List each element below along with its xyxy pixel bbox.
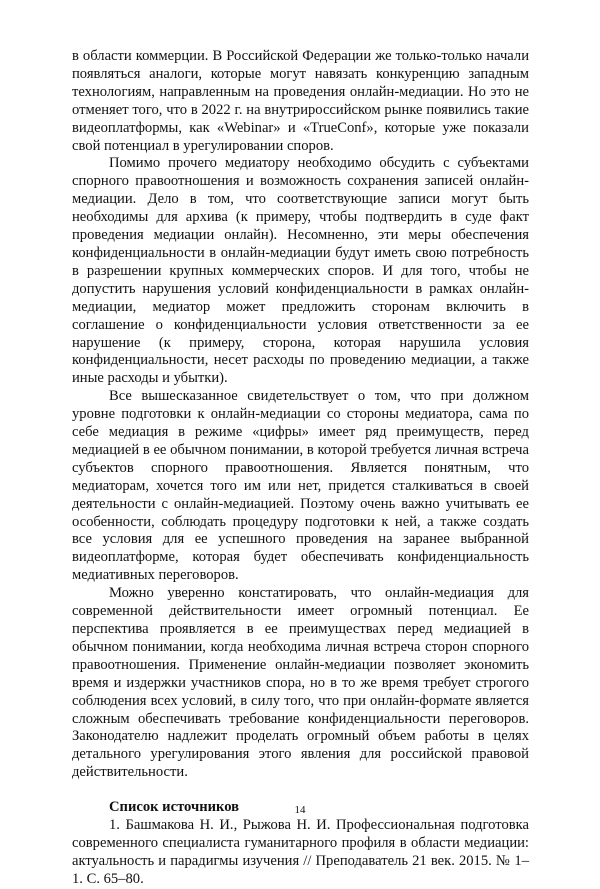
reference-item: 1. Башмакова Н. И., Рыжова Н. И. Профессиональная подготовка современного специалиста гуманитарного профиля в области медиации: актуальность и парадигмы изучения // Преподаватель 21 век. 2015. № 1–1. С. 65–80. <box>72 817 529 887</box>
paragraph-conclusion: Можно уверенно констатировать, что онлайн-медиация для современной действительности имеет огромный потенциал. Ее перспектива проявляется в ее преимуществах перед медиацией в обычном понимании, когда необходима личная встреча сторон спорного правоотношения. Применение онлайн-медиации позволяет экономить время и издержки участников спора, но в то же время требует строгого соблюдения всех условий, в силу того, что при онлайн-формате является сложным обеспечивать требование конфиденциальности переговоров. Законодателю надлежит проделать огромный объем работы в целях детального урегулирования этого явления для российской правовой действительности. <box>72 585 529 781</box>
paragraph-continuation: в области коммерции. В Российской Федерации же только-только начали появляться аналоги, которые могут навязать конкуренцию западным технологиям, направленным на проведения онлайн-медиации. Но это не отменяет того, что в 2022 г. на внутрироссийском рынке появились такие видеоплатформы, как «Webinar» и «TrueConf», которые уже показали свой потенциал в урегулировании споров. <box>72 48 529 154</box>
references-title: Список источников <box>109 799 240 816</box>
page-body <box>72 48 529 889</box>
paragraph-advantages: Все вышесказанное свидетельствует о том, что при должном уровне подготовки к онлайн-медиации со стороны медиатора, сама по себе медиация в режиме «цифры» имеет ряд преимуществ, перед медиацией в ее обычном понимании, в которой требуется личная встреча субъектов спорного правоотношения. Является понятным, что медиаторам, хочется того им или нет, придется сталкиваться в своей деятельности с онлайн-медиацией. Поэтому очень важно учитывать ее особенности, соблюдать процедуру подготовки к ней, а также создать все условия для ее успешного проведения на заранее выбранной видеоплатформе, которая будет обеспечивать конфиденциальность медиативных переговоров. <box>72 388 529 584</box>
page-number: 14 <box>294 804 306 816</box>
paragraph-recording: Помимо прочего медиатору необходимо обсудить с субъектами спорного правоотношения и возможность сохранения записей онлайн-медиации. Дело в том, что соответствующие записи могут быть необходимы для архива (к примеру, чтобы подтвердить в суде факт проведения медиации онлайн). Несомненно, эти меры обеспечения конфиденциальности в онлайн-медиации будут иметь свою потребность в разрешении крупных коммерческих споров. И для того, чтобы не допустить нарушения условий конфиденциальности в рамках онлайн-медиации, медиатор может предложить сторонам включить в соглашение о конфиденциальности условия ответственности за ее нарушение (к примеру, сторона, которая нарушила условия конфиденциальности, несет расходы по проведению медиации, а также иные расходы и убытки). <box>72 155 529 387</box>
